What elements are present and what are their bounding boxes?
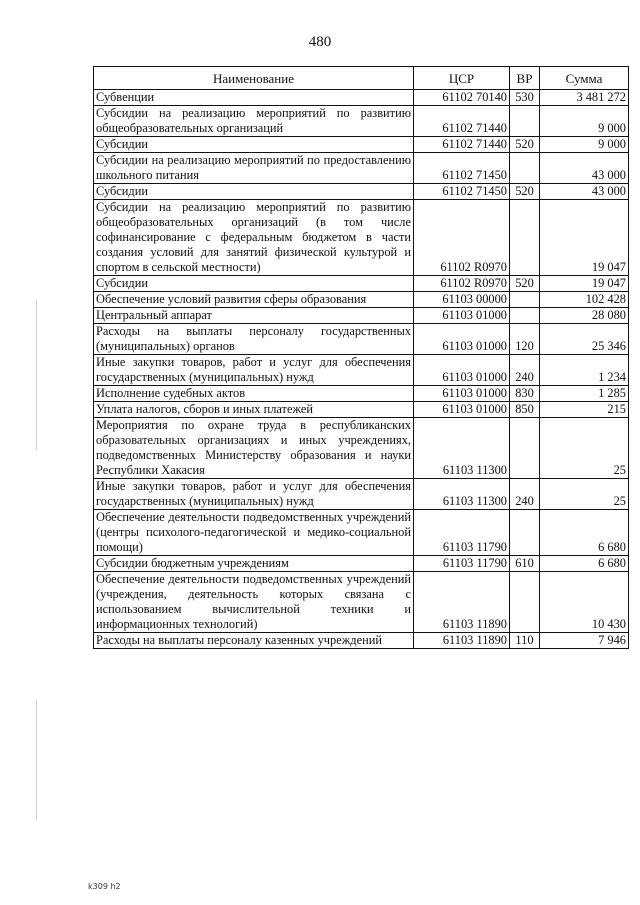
row-vr [510, 292, 540, 308]
page-number: 480 [308, 34, 332, 50]
header-csr: ЦСР [414, 67, 510, 90]
row-name: Субсидии [94, 276, 414, 292]
table-row [94, 324, 629, 355]
row-vr: 240 [510, 479, 540, 510]
row-sum: 9 000 [540, 106, 629, 137]
table-row [94, 355, 629, 386]
row-vr: 110 [510, 633, 540, 649]
table-row [94, 276, 629, 292]
row-vr: 240 [510, 355, 540, 386]
table-row [94, 510, 629, 556]
row-csr: 61103 11300 [414, 418, 510, 479]
row-vr [510, 106, 540, 137]
row-csr: 61103 11300 [414, 479, 510, 510]
scan-artifact-line [36, 300, 37, 450]
footer-code: k309 h2 [88, 882, 121, 891]
row-sum: 10 430 [540, 572, 629, 633]
row-csr: 61103 00000 [414, 292, 510, 308]
row-sum: 25 [540, 479, 629, 510]
row-sum: 19 047 [540, 200, 629, 276]
row-csr: 61103 01000 [414, 402, 510, 418]
row-name: Мероприятия по охране труда в республиканских образовательных организациях и иных учреждениях, подведомственных Министерству образования и науки Республики Хакасия [94, 418, 414, 479]
scan-artifact-line [36, 700, 37, 820]
row-csr: 61103 01000 [414, 324, 510, 355]
table-row [94, 572, 629, 633]
row-sum: 6 680 [540, 556, 629, 572]
row-vr: 520 [510, 137, 540, 153]
row-name: Центральный аппарат [94, 308, 414, 324]
table-row [94, 106, 629, 137]
row-sum: 19 047 [540, 276, 629, 292]
row-vr [510, 153, 540, 184]
table-row [94, 633, 629, 649]
header-name: Наименование [94, 67, 414, 90]
row-sum: 3 481 272 [540, 90, 629, 106]
row-name: Субсидии [94, 137, 414, 153]
row-vr: 830 [510, 386, 540, 402]
table-row [94, 402, 629, 418]
row-csr: 61102 R0970 [414, 276, 510, 292]
row-sum: 25 346 [540, 324, 629, 355]
row-vr [510, 418, 540, 479]
table-row [94, 200, 629, 276]
row-sum: 215 [540, 402, 629, 418]
table-row [94, 479, 629, 510]
row-name: Уплата налогов, сборов и иных платежей [94, 402, 414, 418]
row-sum: 6 680 [540, 510, 629, 556]
row-vr: 610 [510, 556, 540, 572]
table-row [94, 386, 629, 402]
row-name: Субсидии на реализацию мероприятий по предоставлению школьного питания [94, 153, 414, 184]
row-sum: 1 285 [540, 386, 629, 402]
row-vr: 520 [510, 184, 540, 200]
table-row [94, 308, 629, 324]
table-row [94, 153, 629, 184]
row-name: Обеспечение деятельности подведомственных учреждений (учреждения, деятельность которых связана с использованием вычислительной техники и информационных технологий) [94, 572, 414, 633]
row-sum: 9 000 [540, 137, 629, 153]
row-name: Обеспечение деятельности подведомственных учреждений (центры психолого-педагогической и медико-социальной помощи) [94, 510, 414, 556]
table-row [94, 90, 629, 106]
row-name: Субвенции [94, 90, 414, 106]
row-name: Субсидии бюджетным учреждениям [94, 556, 414, 572]
row-name: Расходы на выплаты персоналу казенных учреждений [94, 633, 414, 649]
row-sum: 28 080 [540, 308, 629, 324]
table-header-row [94, 67, 629, 90]
table-row [94, 418, 629, 479]
row-sum: 43 000 [540, 153, 629, 184]
row-csr: 61103 01000 [414, 355, 510, 386]
row-csr: 61103 11790 [414, 556, 510, 572]
row-sum: 43 000 [540, 184, 629, 200]
row-vr [510, 308, 540, 324]
row-csr: 61102 71450 [414, 153, 510, 184]
row-csr: 61102 71450 [414, 184, 510, 200]
row-csr: 61102 71440 [414, 106, 510, 137]
row-vr [510, 510, 540, 556]
row-name: Обеспечение условий развития сферы образования [94, 292, 414, 308]
table-row [94, 556, 629, 572]
row-vr: 120 [510, 324, 540, 355]
row-vr: 850 [510, 402, 540, 418]
row-name: Расходы на выплаты персоналу государственных (муниципальных) органов [94, 324, 414, 355]
row-csr: 61102 71440 [414, 137, 510, 153]
row-sum: 25 [540, 418, 629, 479]
table-row [94, 137, 629, 153]
row-csr: 61103 11890 [414, 633, 510, 649]
row-sum: 102 428 [540, 292, 629, 308]
row-csr: 61102 70140 [414, 90, 510, 106]
row-name: Субсидии на реализацию мероприятий по развитию общеобразовательных организаций [94, 106, 414, 137]
row-vr [510, 572, 540, 633]
row-vr: 530 [510, 90, 540, 106]
table-row [94, 184, 629, 200]
row-name: Субсидии на реализацию мероприятий по развитию общеобразовательных организаций (в том числе софинансирование с федеральным бюджетом в части создания условий для занятий физической культурой и спортом в сельской местности) [94, 200, 414, 276]
row-name: Иные закупки товаров, работ и услуг для обеспечения государственных (муниципальных) нужд [94, 355, 414, 386]
row-vr [510, 200, 540, 276]
row-csr: 61103 01000 [414, 308, 510, 324]
budget-table [93, 66, 629, 649]
row-vr: 520 [510, 276, 540, 292]
row-csr: 61103 11790 [414, 510, 510, 556]
row-name: Субсидии [94, 184, 414, 200]
row-sum: 7 946 [540, 633, 629, 649]
row-sum: 1 234 [540, 355, 629, 386]
header-vr: ВР [510, 67, 540, 90]
row-name: Иные закупки товаров, работ и услуг для обеспечения государственных (муниципальных) нужд [94, 479, 414, 510]
table-row [94, 292, 629, 308]
row-csr: 61103 01000 [414, 386, 510, 402]
row-csr: 61102 R0970 [414, 200, 510, 276]
row-csr: 61103 11890 [414, 572, 510, 633]
header-sum: Сумма [540, 67, 629, 90]
row-name: Исполнение судебных актов [94, 386, 414, 402]
